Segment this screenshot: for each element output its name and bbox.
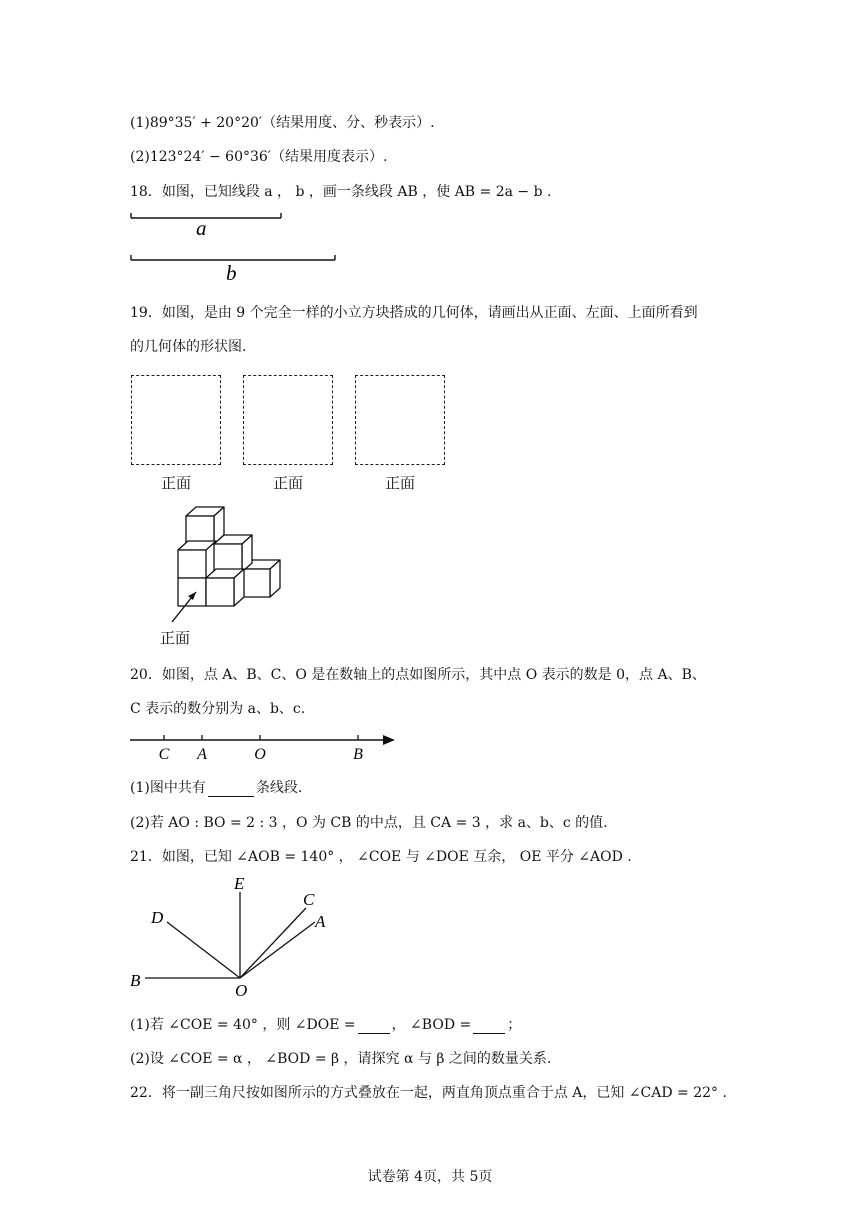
q20-question-line1: 20．如图，点 A、B、C、O 是在数轴上的点如图所示，其中点 O 表示的数是 0，点 A、B、 xyxy=(130,667,706,683)
cube-front-label: 正面 xyxy=(160,629,191,647)
q19-question-line1: 19．如图，是由 9 个完全一样的小立方块搭成的几何体，请画出从正面、左面、上面所看到 xyxy=(130,305,698,321)
q21-part2: (2)设 ∠COE = α ， ∠BOD = β ，请探究 α 与 β 之间的数量关系. xyxy=(130,1051,552,1067)
q18-segments-figure xyxy=(125,205,345,285)
q22-question: 22．将一副三角尺按如图所示的方式叠放在一起，两直角顶点重合于点 A，已知 ∠CAD = 22° . xyxy=(130,1085,727,1101)
answer-box-label-3: 正面 xyxy=(384,474,415,492)
q20-question-line2: C 表示的数分别为 a、b、c. xyxy=(130,701,306,717)
q20-part2: (2)若 AO : BO = 2 : 3 ，O 为 CB 的中点，且 CA = 3 ，求 a、b、c 的值. xyxy=(130,815,608,831)
axis-point-C: C xyxy=(158,746,170,763)
axis-point-O: O xyxy=(254,746,266,763)
answer-box-front xyxy=(131,375,221,465)
q20-part1-suffix: 条线段. xyxy=(255,780,303,796)
ray-OD xyxy=(167,922,240,978)
q21-blank-BOD xyxy=(473,1017,505,1034)
answer-box-label-1: 正面 xyxy=(160,474,191,492)
q17-part2: (2)123°24′ − 60°36′（结果用度表示）. xyxy=(130,149,388,165)
q21-part1 xyxy=(130,1014,521,1034)
label-C: C xyxy=(303,890,315,909)
label-D: D xyxy=(151,908,164,927)
q19-question-line2: 的几何体的形状图. xyxy=(130,339,247,355)
q21-part1-c: ； xyxy=(507,1017,522,1033)
ray-OC xyxy=(240,908,306,978)
q20-part1 xyxy=(130,777,302,797)
answer-box-top xyxy=(355,375,445,465)
label-B: B xyxy=(130,971,141,990)
q21-blank-DOE xyxy=(358,1017,390,1034)
q20-part1-prefix: (1)图中共有 xyxy=(130,780,206,796)
ray-OA xyxy=(240,922,315,978)
q21-question: 21．如图，已知 ∠AOB = 140° ， ∠COE 与 ∠DOE 互余， OE 平分 ∠AOD . xyxy=(130,849,632,865)
q21-part1-b: ， ∠BOD = xyxy=(391,1017,472,1033)
segment-a-label: a xyxy=(196,216,207,240)
label-E: E xyxy=(234,874,245,893)
label-A: A xyxy=(315,912,326,931)
q20-answer-blank xyxy=(208,780,254,797)
answer-box-left xyxy=(243,375,333,465)
q21-part1-a: (1)若 ∠COE = 40° ，则 ∠DOE = xyxy=(130,1017,356,1033)
axis-point-B: B xyxy=(353,746,363,763)
label-O: O xyxy=(235,981,248,1000)
q18-question: 18．如图，已知线段 a ， b ，画一条线段 AB ，使 AB = 2a − b . xyxy=(130,184,552,200)
segment-b-label: b xyxy=(226,261,237,285)
answer-box-label-2: 正面 xyxy=(272,474,303,492)
number-line-figure xyxy=(125,725,405,765)
axis-point-A: A xyxy=(197,746,207,763)
number-line-arrow xyxy=(383,735,395,745)
angle-figure xyxy=(125,870,345,1005)
q17-part1: (1)89°35′ + 20°20′（结果用度、分、秒表示）. xyxy=(130,115,435,131)
page-footer: 试卷第 4页，共 5页 xyxy=(367,1169,493,1185)
